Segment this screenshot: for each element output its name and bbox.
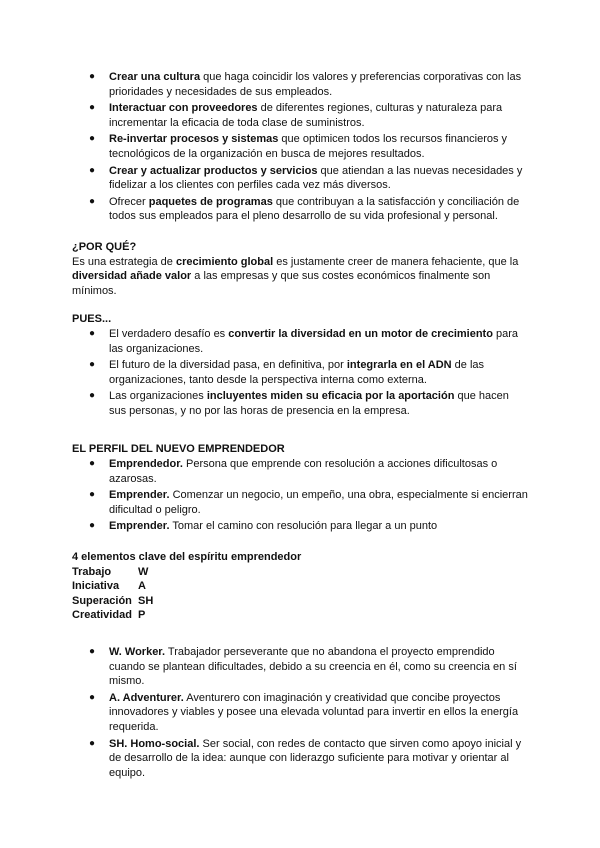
item-text: Ser social, con redes de contacto que sirven como apoyo inicial y de desarrollo de la idea: aunque con liderazgo suficiente para motivar y orientar al equipo. <box>109 737 522 779</box>
elementos-heading: 4 elementos clave del espíritu emprendedor <box>72 551 302 564</box>
porque-text-1: Es una estrategia de <box>72 255 176 268</box>
elemento-row <box>72 608 528 623</box>
item-text: que haga coincidir los valores y preferencias corporativas con las prioridades y necesidades de sus empleados. <box>109 71 522 98</box>
list-item <box>72 457 528 486</box>
item-text: Comenzar un negocio, un empeño, una obra, especialmente si encierran dificultad o peligro. <box>109 489 528 516</box>
item-bold: SH. Homo-social. <box>109 737 200 750</box>
item-bold: A. Adventurer. <box>109 691 184 704</box>
bullet-icon: ● <box>89 691 96 703</box>
item-text: de las organizaciones, tanto desde la perspectiva interna como externa. <box>109 359 485 386</box>
elemento-key: Superación <box>72 594 132 607</box>
elemento-row <box>72 594 528 609</box>
list-item <box>72 389 528 418</box>
elemento-key: Trabajo <box>72 565 112 578</box>
item-pre: Las organizaciones <box>109 390 207 403</box>
elemento-key: Creatividad <box>72 609 132 622</box>
pues-heading: PUES... <box>72 313 112 326</box>
item-bold: Interactuar con proveedores <box>109 102 258 115</box>
bullet-icon: ● <box>89 133 96 145</box>
pues-list <box>72 327 528 419</box>
bullet-icon: ● <box>89 520 96 532</box>
item-bold: incluyentes miden su eficacia por la aportación <box>206 390 455 403</box>
list-item <box>72 691 528 735</box>
item-text: que optimicen todos los recursos financieros y tecnológicos de la organización en busca de mejores resultados. <box>109 133 508 160</box>
bullet-icon: ● <box>89 327 96 339</box>
porque-text-2: es justamente creer de manera fehaciente, que la <box>273 255 519 268</box>
bullet-icon: ● <box>89 359 96 371</box>
list-item <box>72 132 528 161</box>
elemento-row <box>72 579 528 594</box>
perfil-heading: EL PERFIL DEL NUEVO EMPRENDEDOR <box>72 443 285 456</box>
item-bold: W. Worker. <box>109 646 166 658</box>
elemento-value: SH <box>138 594 154 607</box>
bullet-icon: ● <box>89 489 96 501</box>
list-item <box>72 164 528 193</box>
list-item <box>72 358 528 387</box>
porque-heading: ¿POR QUÉ? <box>72 240 137 253</box>
document-page <box>72 70 528 782</box>
list-item <box>72 195 528 224</box>
item-bold: Re-invertar procesos y sistemas <box>109 133 279 146</box>
item-bold: Crear y actualizar productos y servicios <box>109 164 318 177</box>
item-pre: El verdadero desafío es <box>109 327 229 340</box>
porque-bold-1: crecimiento global <box>175 255 274 268</box>
bullet-icon: ● <box>89 737 96 749</box>
list-item <box>72 70 528 99</box>
item-text: que hacen sus personas, y no por las horas de presencia en la empresa. <box>109 390 509 417</box>
item-bold: Emprender. <box>109 520 170 533</box>
item-pre: Ofrecer <box>109 195 149 208</box>
item-bold: convertir la diversidad en un motor de crecimiento <box>228 327 493 340</box>
list-item <box>72 519 528 534</box>
item-text: Aventurero con imaginación y creatividad que concibe proyectos innovadores y viables y posee una elevada voluntad para invertir en ellos la energía requerida. <box>109 691 519 733</box>
item-text: Persona que emprende con resolución a acciones dificultosas o azarosas. <box>109 458 498 485</box>
item-bold: Crear una cultura <box>109 71 201 83</box>
porque-text-3: a las empresas y que sus costes económicos finalmente son mínimos. <box>72 270 491 297</box>
bullet-icon: ● <box>89 646 96 657</box>
bullet-icon: ● <box>89 164 96 176</box>
porque-bold-2: diversidad añade valor <box>72 270 192 283</box>
list-item <box>72 645 528 689</box>
item-bold: Emprender. <box>109 489 170 502</box>
elemento-key: Iniciativa <box>72 580 120 593</box>
item-pre: El futuro de la diversidad pasa, en definitiva, por <box>109 359 347 372</box>
culture-list <box>72 70 528 224</box>
item-text: que atiendan a las nuevas necesidades y fidelizar a los clientes con perfiles cada vez más diversos. <box>109 164 523 192</box>
list-item <box>72 101 528 130</box>
bullet-icon: ● <box>89 102 96 114</box>
porque-paragraph <box>72 255 528 299</box>
bullet-icon: ● <box>89 195 96 207</box>
bullet-icon: ● <box>89 71 96 82</box>
perfil-list <box>72 457 528 534</box>
item-text: Trabajador perseverante que no abandona el proyecto emprendido cuando se plantean dificultades, debido a su creencia en él, como su creencia en sí mismo. <box>109 646 517 688</box>
item-text: de diferentes regiones, culturas y naturaleza para incrementar la eficacia de toda clase de suministros. <box>109 102 503 129</box>
elemento-value: P <box>138 609 146 622</box>
item-bold: paquetes de programas <box>148 195 273 208</box>
item-bold: integrarla en el ADN <box>346 359 452 372</box>
item-text: Tomar el camino con resolución para llegar a un punto <box>169 520 438 533</box>
elemento-value: A <box>138 580 146 593</box>
list-item <box>72 737 528 781</box>
elemento-value: W <box>138 565 149 578</box>
bullet-icon: ● <box>89 390 96 402</box>
list-item <box>72 488 528 517</box>
item-bold: Emprendedor. <box>109 458 183 471</box>
bullet-icon: ● <box>89 458 96 470</box>
item-text: que contribuyan a la satisfacción y conciliación de todos sus empleados para el pleno desarrollo de su vida profesional y personal. <box>109 195 520 223</box>
list-item <box>72 327 528 356</box>
item-text: para las organizaciones. <box>109 327 519 355</box>
perfil-detail-list <box>72 645 528 780</box>
elemento-row <box>72 565 528 580</box>
